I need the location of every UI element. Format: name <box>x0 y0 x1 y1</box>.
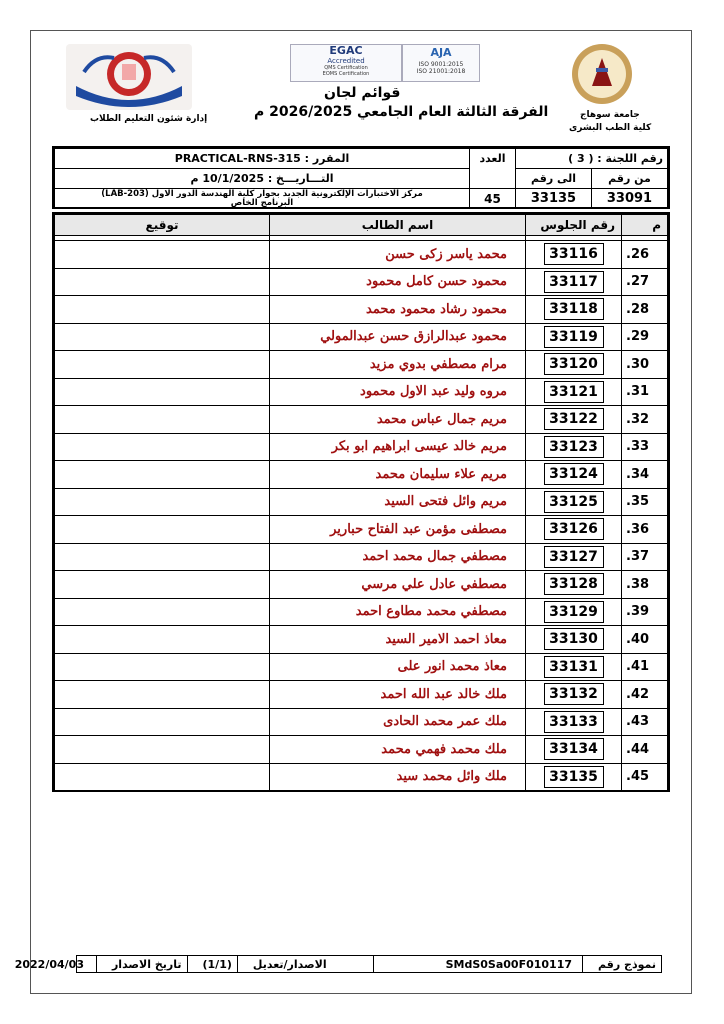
row-index: .35 <box>622 488 668 516</box>
row-index: .38 <box>622 571 668 599</box>
student-name: ملك محمد فهمي محمد <box>270 736 526 764</box>
row-index: .28 <box>622 296 668 324</box>
table-row <box>55 323 668 351</box>
seat-number-cell <box>526 378 622 406</box>
seat-number-cell <box>526 323 622 351</box>
seat-number: 33134 <box>544 738 604 760</box>
signature-cell[interactable] <box>55 378 270 406</box>
student-name: ملك وائل محمد سيد <box>270 763 526 791</box>
page-title: قوائم لجان <box>324 85 401 101</box>
seat-number-cell <box>526 351 622 379</box>
student-name: محمود عبدالرازق حسن عبدالمولي <box>270 323 526 351</box>
form-number: SMdS0Sa00F010117 <box>445 957 573 971</box>
seat-number-cell <box>526 516 622 544</box>
signature-cell[interactable] <box>55 406 270 434</box>
faculty-name: كلية الطب البشرى <box>569 123 652 133</box>
row-index: .40 <box>622 626 668 654</box>
seat-number-cell <box>526 488 622 516</box>
page-subtitle: الفرقة الثالثة العام الجامعي 2026/2025 م <box>254 104 549 120</box>
signature-cell[interactable] <box>55 571 270 599</box>
seat-number-cell <box>526 653 622 681</box>
seat-number: 33129 <box>544 601 604 623</box>
seat-number: 33128 <box>544 573 604 595</box>
signature-cell[interactable] <box>55 241 270 269</box>
signature-cell[interactable] <box>55 516 270 544</box>
seat-number-cell <box>526 736 622 764</box>
to-number: 33135 <box>516 189 592 209</box>
table-row <box>55 598 668 626</box>
row-index: .42 <box>622 681 668 709</box>
row-index: .44 <box>622 736 668 764</box>
student-name: مريم خالد عيسى ابراهيم ابو بكر <box>270 433 526 461</box>
university-name: جامعة سوهاج <box>580 110 640 120</box>
signature-cell[interactable] <box>55 708 270 736</box>
seat-number: 33125 <box>544 491 604 513</box>
signature-cell[interactable] <box>55 488 270 516</box>
student-affairs-logo <box>66 44 192 110</box>
table-row <box>55 708 668 736</box>
issue-date: 2022/04/03 <box>14 957 84 971</box>
signature-cell[interactable] <box>55 323 270 351</box>
seat-number-cell <box>526 571 622 599</box>
signature-cell[interactable] <box>55 626 270 654</box>
row-index: .31 <box>622 378 668 406</box>
signature-cell[interactable] <box>55 296 270 324</box>
course-label: المقرر : <box>304 152 350 165</box>
issue-date-label: تاريخ الاصدار <box>111 957 182 971</box>
table-row <box>55 571 668 599</box>
seat-number-cell <box>526 268 622 296</box>
signature-cell[interactable] <box>55 461 270 489</box>
col-header-index: م <box>622 215 668 236</box>
row-index: .29 <box>622 323 668 351</box>
student-name: معاذ محمد انور على <box>270 653 526 681</box>
course-cell <box>55 149 470 169</box>
form-number-label: نموذج رقم <box>598 957 656 971</box>
table-row <box>55 461 668 489</box>
seat-number-cell <box>526 461 622 489</box>
count-label: العدد <box>470 149 516 189</box>
form-footer <box>14 955 662 973</box>
seat-number-cell <box>526 626 622 654</box>
student-name: مريم جمال عباس محمد <box>270 406 526 434</box>
student-count: 45 <box>470 189 516 209</box>
course-code: PRACTICAL-RNS-315 <box>174 152 301 165</box>
committee-info-table <box>52 146 670 209</box>
signature-cell[interactable] <box>55 351 270 379</box>
table-row <box>55 488 668 516</box>
exam-date: التـــاريـــخ : 10/1/2025 م <box>55 169 470 189</box>
table-row <box>55 543 668 571</box>
seat-number: 33132 <box>544 683 604 705</box>
student-name: مصطفي جمال محمد احمد <box>270 543 526 571</box>
table-row <box>55 626 668 654</box>
signature-cell[interactable] <box>55 736 270 764</box>
seat-number: 33131 <box>544 656 604 678</box>
signature-cell[interactable] <box>55 763 270 791</box>
table-row <box>55 378 668 406</box>
seat-number: 33126 <box>544 518 604 540</box>
seat-number: 33121 <box>544 381 604 403</box>
seat-number-cell <box>526 763 622 791</box>
aja-certification-badge: AJA ISO 9001:2015 ISO 21001:2018 <box>402 44 480 82</box>
to-label: الى رقم <box>516 169 592 189</box>
student-list-table <box>52 212 670 792</box>
seat-number: 33127 <box>544 546 604 568</box>
seat-number: 33117 <box>544 271 604 293</box>
student-name: مروه وليد عبد الاول محمود <box>270 378 526 406</box>
version-label: الاصدار/تعديل <box>252 957 327 971</box>
row-index: .34 <box>622 461 668 489</box>
signature-cell[interactable] <box>55 681 270 709</box>
row-index: .45 <box>622 763 668 791</box>
student-name: مصطفي محمد مطاوع احمد <box>270 598 526 626</box>
student-name: ملك خالد عبد الله احمد <box>270 681 526 709</box>
table-row <box>55 736 668 764</box>
student-name: معاذ احمد الامير السيد <box>270 626 526 654</box>
signature-cell[interactable] <box>55 653 270 681</box>
seat-number-cell <box>526 433 622 461</box>
exam-location <box>55 189 470 209</box>
table-row <box>55 268 668 296</box>
signature-cell[interactable] <box>55 543 270 571</box>
student-name: مصطفي عادل علي مرسي <box>270 571 526 599</box>
table-row <box>55 653 668 681</box>
student-name: مصطفى مؤمن عبد الفتاح حبارير <box>270 516 526 544</box>
row-index: .43 <box>622 708 668 736</box>
seat-number-cell <box>526 406 622 434</box>
sohag-university-logo <box>570 42 634 106</box>
seat-number: 33116 <box>544 243 604 265</box>
row-index: .30 <box>622 351 668 379</box>
seat-number-cell <box>526 598 622 626</box>
row-index: .27 <box>622 268 668 296</box>
seat-number: 33120 <box>544 353 604 375</box>
table-row <box>55 681 668 709</box>
table-row <box>55 296 668 324</box>
table-row <box>55 351 668 379</box>
table-row <box>55 763 668 791</box>
seat-number: 33135 <box>544 766 604 788</box>
row-index: .26 <box>622 241 668 269</box>
committee-number: رقم اللجنة : ( 3 ) <box>516 149 668 169</box>
signature-cell[interactable] <box>55 598 270 626</box>
seat-number-cell <box>526 708 622 736</box>
table-header-row <box>55 215 668 236</box>
department-name: إدارة شئون التعليم الطلاب <box>90 114 208 124</box>
student-name: مرام مصطفي بدوي مزيد <box>270 351 526 379</box>
seat-number: 33118 <box>544 298 604 320</box>
col-header-name: اسم الطالب <box>270 215 526 236</box>
seat-number-cell <box>526 681 622 709</box>
col-header-signature: توقيع <box>55 215 270 236</box>
seat-number: 33122 <box>544 408 604 430</box>
seat-number: 33130 <box>544 628 604 650</box>
seat-number-cell <box>526 241 622 269</box>
seat-number: 33119 <box>544 326 604 348</box>
table-row <box>55 241 668 269</box>
signature-cell[interactable] <box>55 268 270 296</box>
row-index: .33 <box>622 433 668 461</box>
seat-number-cell <box>526 543 622 571</box>
from-label: من رقم <box>592 169 668 189</box>
seat-number-cell <box>526 296 622 324</box>
row-index: .37 <box>622 543 668 571</box>
egac-accreditation-badge: EGAC Accredited QMS Certification EOMS Certification <box>290 44 402 82</box>
location-line-2: البرنامج الخاص <box>230 197 294 208</box>
row-index: .41 <box>622 653 668 681</box>
student-name: مريم وائل فتحى السيد <box>270 488 526 516</box>
student-name: محمود حسن كامل محمود <box>270 268 526 296</box>
location-line-1: مركز الاختبارات الإلكترونية الجديد بجوار كلية الهندسة الدور الاول (LAB-203) <box>101 188 423 199</box>
col-header-seat: رقم الجلوس <box>526 215 622 236</box>
table-row <box>55 406 668 434</box>
row-index: .36 <box>622 516 668 544</box>
table-row <box>55 433 668 461</box>
from-number: 33091 <box>592 189 668 209</box>
student-name: محمود رشاد محمود محمد <box>270 296 526 324</box>
seat-number: 33124 <box>544 463 604 485</box>
signature-cell[interactable] <box>55 433 270 461</box>
seat-number: 33123 <box>544 436 604 458</box>
student-name: ملك عمر محمد الحادى <box>270 708 526 736</box>
seat-number: 33133 <box>544 711 604 733</box>
version-value: (1/1) <box>202 957 232 971</box>
table-row <box>55 516 668 544</box>
row-index: .39 <box>622 598 668 626</box>
student-name: محمد ياسر زكى حسن <box>270 241 526 269</box>
row-index: .32 <box>622 406 668 434</box>
student-name: مريم علاء سليمان محمد <box>270 461 526 489</box>
